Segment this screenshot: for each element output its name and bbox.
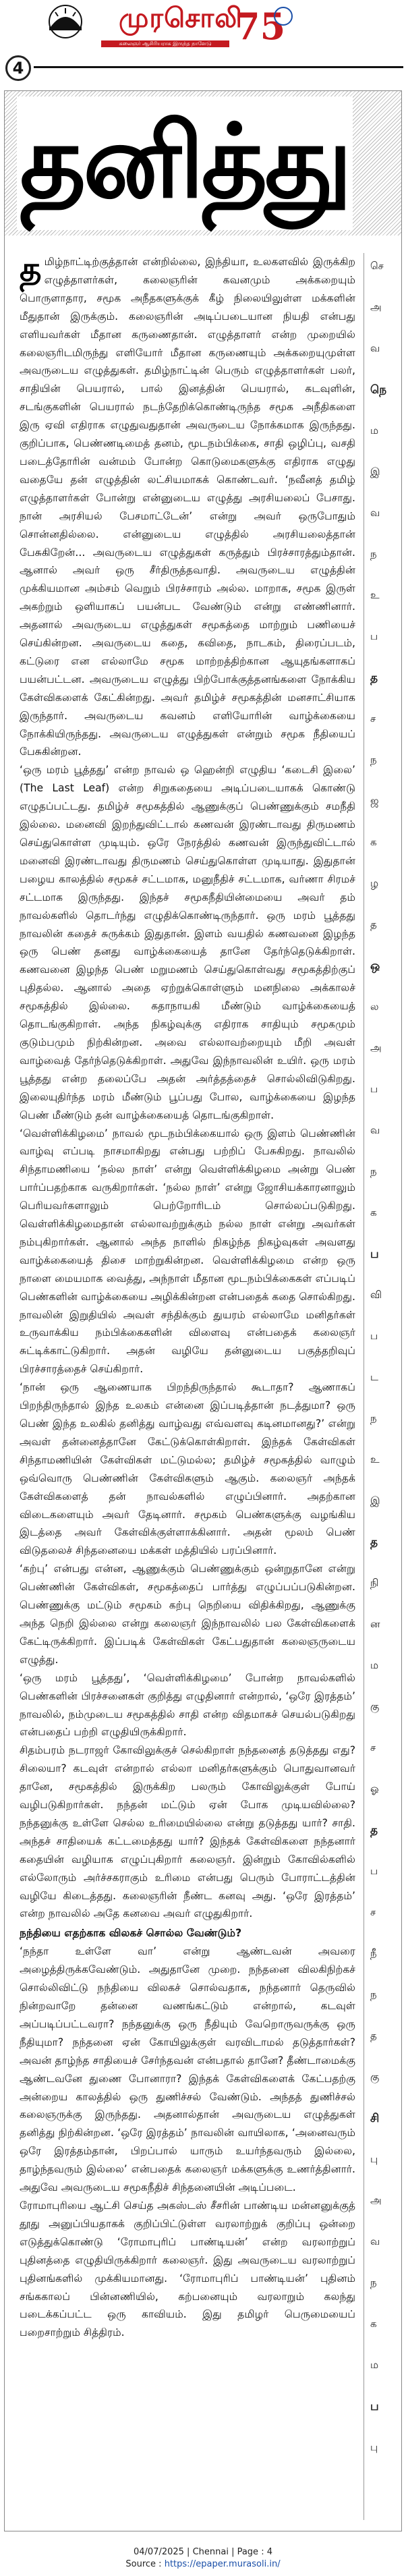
- neighbour-column-glyph: அ: [370, 1042, 382, 1054]
- neighbour-column-glyph: கு: [370, 2071, 380, 2083]
- footer-source-line: [0, 2558, 406, 2571]
- neighbour-column-glyph: வ: [370, 342, 380, 354]
- page-number-badge: 4: [5, 55, 31, 81]
- neighbour-column-glyph: உ: [370, 1453, 380, 1465]
- article-paragraph: [20, 761, 355, 1124]
- anniversary-number: 75: [235, 5, 286, 48]
- neighbour-column-glyph: ந: [370, 2276, 377, 2289]
- neighbour-column-glyph: வ: [370, 2235, 380, 2247]
- neighbour-column-glyph: த: [370, 918, 377, 930]
- article-paragraph: [20, 1378, 355, 1560]
- paragraph-text: சிதம்பரம் நடராஜர் கோவிலுக்குச் செல்கிறாள் நந்தனைத் தடுத்தது எது? சிலையா? கடவுள் என்றால் எல்லா மனிதர்களுக்கும் பொதுவானவர் தானே, சமூகத்தில் இருக்கிற பலரும் கோவிலுக்குள் போய் வழிபடுகிறார்கள். நந்தன் மட்டும் ஏன் போக முடியவில்லை? நந்தனுக்கு உள்ளே செல்ல உரிமையில்லை என்று தடுத்தது யார்? சாதி. அந்தச் சாதியைக் கட்டமைத்தது யார்? இந்தக் கேள்விகளை நந்தனார் கதையின் வழியாக எழுப்புகிறார் கலைஞர். இன்றும் கோவில்களில் எல்லோரும் அர்ச்சகராகும் உரிமை என்பது பெரும் போராட்டத்தின் வழியே கிடைத்தது. கலைஞரின் நீண்ட கனவு அது. ‘ஒரே இரத்தம்’ என்ற நாவலில் அதே கனவை அவர் எழுதுகிறார்.: [20, 1744, 355, 1920]
- neighbour-column-glyph: ஜ: [370, 795, 379, 807]
- neighbour-column-glyph: ந: [370, 1988, 377, 2000]
- neighbour-column-glyph: இ: [370, 466, 380, 478]
- neighbour-column-glyph: வி: [370, 1289, 382, 1301]
- article-title: தனித்து: [20, 103, 350, 221]
- article-paragraph: [20, 253, 355, 761]
- neighbour-column-glyph: த: [370, 2029, 377, 2042]
- rising-sun-emblem-icon: [40, 4, 90, 39]
- neighbour-column-glyph: ந: [370, 754, 377, 766]
- neighbour-column-glyph: த: [370, 1824, 378, 1837]
- neighbour-column-glyph: பு: [370, 2441, 378, 2453]
- masthead: [0, 0, 406, 51]
- neighbour-column-glyph: ப: [370, 1865, 378, 1877]
- neighbour-column-glyph: ட: [370, 1371, 378, 1383]
- neighbour-column-glyph: ஓ: [370, 1783, 379, 1795]
- paragraph-text: ‘வெள்ளிக்கிழமை’ நாவல் மூடநம்பிக்கையால் ஒரு இளம் பெண்ணின் வாழ்வு எப்படி நாசமாகிறது என்பது பற்றிப் பேசுகிறது. நாவலில் சிந்தாமணியை ‘நல்ல நாள்’ என்று வெள்ளிக்கிழமை அன்று பெண் பார்ப்பதற்காக வருகிறார்கள். ‘நல்ல நாள்’ என்று ஜோசியக்காரனாலும் பெரியவர்களாலும் பெற்றோரிடம் சொல்லப்படுகிறது. வெள்ளிக்கிழமைதான் எல்லாவற்றுக்கும் நல்ல நாள் என்று அவர்கள் நம்புகிறார்கள். ஆனால் அந்த நாளில் நிகழ்ந்த நிகழ்வுகள் அவளது வாழ்க்கையைத் திசை மாற்றுகின்றன. வெள்ளிக்கிழமை என்ற ஒரு நாளை மையமாக வைத்து, அந்நாள் மீதான மூடநம்பிக்கைகள் எப்படிப் பெண்களின் வாழ்க்கையை அழிக்கின்றன என்பதைக் கதை சொல்கிறது. நாவலின் இறுதியில் அவள் சந்திக்கும் துயரம் எல்லாமே மனிதர்கள் உருவாக்கிய நம்பிக்கைகளின் விளைவு என்பதைக் கலைஞர் சுட்டிக்காட்டுகிறார். அதன் வழியே தன்னுடைய பகுத்தறிவுப் பிரச்சாரத்தைச் செய்கிறார்.: [20, 1127, 355, 1376]
- paragraph-text: ‘ஒரு மரம் பூத்தது’ என்ற நாவல் ஒ ஹென்றி எழுதிய ‘கடைசி இலை’ (The Last Leaf) என்ற சிறுகதையை அடிப்படையாகக் கொண்டு எழுதப்பட்டது. தமிழ்ச் சமூகத்தில் ஆணுக்குப் பெண்ணுக்கும் சமநீதி இல்லை. மனைவி இறந்துவிட்டால் கணவன் இரண்டாவது திருமணம் செய்துகொள்ள முடியும். ஒரே நேரத்தில் கணவன் இருந்துவிட்டால் மனைவி இரண்டாவது திருமணம் செய்துகொள்ள முடியாது. இதுதான் பழைய காலத்தில் சமூகச் சட்டமாக, மனுநீதிச் சட்டமாக, வர்ணா சிரமச் சட்டமாக இருந்தது. இந்தச் சமூகநீதியின்மையை அவர் தம் நாவல்களில் தொடர்ந்து எழுதிக்கொண்டிருந்தார். ஒரு மரம் பூத்தது நாவலின் கதைச் சுருக்கம் இதுதான். இளம் வயதில் கணவனை இழந்த ஒரு பெண் தனது வாழ்க்கையைத் தானே தேர்ந்தெடுக்கிறாள். கணவனை இழந்த பெண் மறுமணம் செய்துகொள்வது சமூகத்திற்குப் புதிதல்ல. ஆனால் அதை ஏற்றுக்கொள்ளும் மனநிலை அக்காலச் சமூகத்தில் இல்லை. கதாநாயகி மீண்டும் வாழ்க்கையைத் தொடங்குகிறாள். அந்த நிகழ்வுக்கு எதிராக சாதியும் சமூகமும் குடும்பமும் நிற்கின்றன. அவை எல்லாவற்றையும் மீறி அவள் வாழ்வைத் தேர்ந்தெடுக்கிறாள். அதுவே இந்நாவலின் உயிர். ஒரு மரம் பூத்தது என்ற தலைப்பே அதன் அர்த்தத்தைச் சொல்லிவிடுகிறது. இலையுதிர்ந்த மரம் மீண்டும் பூப்பது போல, வாழ்க்கையை இழந்த பெண் மீண்டும் தன் வாழ்க்கையைத் தொடங்குகிறாள்.: [20, 764, 355, 1121]
- paragraph-text: ‘ஒரு மரம் பூத்தது’, ‘வெள்ளிக்கிழமை’ போன்ற நாவல்களில் பெண்களின் பிரச்சனைகள் குறித்து எழுதினார் என்றால், ‘ஒரே இரத்தம்’ நாவலில், நம்முடைய சமூகத்தில் சாதி என்ற விதமாகச் செயல்படுகிறது என்பதைப் பற்றி எழுதியிருக்கிறார்.: [20, 1671, 355, 1739]
- neighbour-column-glyph: நெ: [370, 383, 387, 397]
- paragraph-text: மிழ்நாட்டிற்குத்தான் என்றில்லை, இந்தியா, உலகளவில் இருக்கிற எழுத்தாளர்கள், கலைஞரின் கவனமும் அக்கறையும் பொருளாதார, சமூக அநீதகளுக்குக் கீழ் நிலையிலுள்ள மக்களின் மீதுதான் இருக்கும். கலைஞரின் அடிப்படையான நியதி என்பது எளியவர்கள் மீதான கருணைதான். எழுத்தாளர் என்ற முறையில் கலைஞரிடமிருந்து எளியோர் மீதான கருணையும் அக்கறையுமுள்ள அவருடைய எழுத்துகள். தமிழ்நாட்டின் பெரும் எழுத்தாளர்கள் பலர், சாதியின் பெயரால், பால் இனத்தின் பெயரால், கடவுளின், சடங்குகளின் பெயரால் நடந்தேறிக்கொண்டிருந்த சமூக அநீதிகளை இரு ஏவி எதிராக எழுதுவதுதான் அவருடைய நோக்கமாக இருந்தது. குறிப்பாக, பெண்ணடிமைத் தனம், மூடநம்பிக்கை, சாதி ஒழிப்பு, வசதி படைத்தோரின் வன்மம் போன்ற கொடுமைகளுக்கு எதிராக எழுது வதையே தன் எழுத்தின் லட்சியமாகக் கொண்டவர். ‘நவீனத் தமிழ் எழுத்தாளர்கள் போன்று என்னுடைய எழுத்து அரசியலைப் பேசாது. நான் அரசியல் பேசமாட்டேன்’ என்று அவர் ஒருபோதும் சொன்னதில்லை. என்னுடைய எழுத்தில் அரசியலைத்தான் பேசுகிறேன்... அவருடைய எழுத்துகள் கருத்தும் பிரச்சாரத்தும்தான். ஆனால் அவர் ஒரு சீர்திருத்தவாதி. அவருடைய எழுத்தின் முக்கியமான அம்சம் வெறும் பிரச்சாரம் அல்ல. மாறாக, சமூக இருள் அகற்றும் ஒளியாகப் பயன்பட வேண்டும் என்று எண்ணினார். அதனால் அவருடைய எழுத்துகள் சமூகத்தை மாற்றும் பணியைச் செய்கின்றன. அவருடைய கதை, கவிதை, நாடகம், திரைப்படம், கட்டுரை என எல்லாமே சமூக மாற்றத்திற்கான ஆயுதங்களாகப் பயன்பட்டன. அவருடைய எழுத்து பிற்போக்குத்தனங்களை நோக்கிய கேள்விகளைக் கேட்கின்றது. அவர் தமிழ்ச் சமூகத்தின் மனசாட்சியாக இருந்தார். அவருடைய கவனம் எளியோரின் வாழ்க்கையை நோக்கியிருந்தது. அவருடைய எழுத்துகள் என்றும் சமூக நீதியைப் பேசுகின்றன.: [20, 256, 355, 758]
- article-paragraph: [20, 1942, 355, 2197]
- neighbour-column-glyph: அ: [370, 301, 382, 313]
- neighbour-column-glyph: க: [370, 836, 377, 848]
- page-footer: [0, 2546, 406, 2573]
- neighbour-column-glyph: கு: [370, 1700, 380, 1712]
- article-paragraph: [20, 1669, 355, 1742]
- article-paragraph: [20, 2197, 355, 2342]
- neighbour-column-glyph: ப: [370, 1083, 378, 1095]
- neighbour-column-glyph: க: [370, 2318, 377, 2330]
- top-rule: [34, 66, 403, 68]
- neighbour-column-glyph: ந: [370, 548, 377, 560]
- article-subheading: நந்தியை எதற்காக விலகச் சொல்ல வேண்டும்?: [20, 1927, 242, 1940]
- neighbour-column-glyph: ந: [370, 1165, 377, 1177]
- article-paragraph: [20, 1560, 355, 1669]
- neighbour-column-glyph: த: [370, 671, 378, 685]
- paragraph-text: ‘நந்தா உள்ளே வா’ என்று ஆண்டவன் அவரை அழைத்திருக்கவேண்டும். அதுதானே முறை. நந்தனை விலகிநிற்கச் சொல்லிவிட்டு நந்தியை விலகச் சொல்வதாக, நந்தனார் தெருவில் நின்றவாறே தன்னை வணங்கட்டும் என்றால், கடவுள் அப்படிப்பட்டவரா? நந்தனுக்கு ஒரு நீதியும் வேறொருவருக்கு ஒரு நீதியுமா? நந்தனை ஏன் கோயிலுக்குள் வரவிடாமல் தடுத்தார்கள்? அவன் தாழ்ந்த சாதியைச் சேர்ந்தவன் என்பதால் தானே? தீண்டாமைக்கு ஆண்டவனே துணை போனாரா? இந்தக் கேள்விகளைக் கேட்பதற்கு அன்றைய காலத்தில் ஒரு துணிச்சல் வேண்டும். அந்தத் துணிச்சல் கலைஞருக்கு இருந்தது. அதனால்தான் அவருடைய எழுத்துகள் தனித்து நிற்கின்றன. ‘ஒரே இரத்தம்’ நாவலின் வாயிலாக, ‘அனைவரும் ஒரே இரத்தம்தான், பிறப்பால் யாரும் உயர்ந்தவரும் இல்லை, தாழ்ந்தவரும் இல்லை’ என்பதைக் கலைஞர் மக்களுக்கு உணர்த்தினார். அதுவே அவருடைய சமூகநீதிச் சிந்தனையின் அடிப்படை.: [20, 1945, 355, 2194]
- neighbour-column-glyph: உ: [370, 589, 380, 601]
- neighbour-column-glyph: ப: [370, 1330, 378, 1342]
- neighbour-column-glyph: ம: [370, 1659, 379, 1671]
- footer-source-link[interactable]: https://epaper.murasoli.in/: [164, 2559, 281, 2569]
- neighbour-column-glyph: ம: [370, 424, 379, 437]
- masthead-logo: முரசொலி: [119, 3, 243, 34]
- drop-cap: த: [20, 253, 42, 289]
- article-paragraph: [20, 1741, 355, 1923]
- neighbour-column-glyph: ப: [370, 2400, 379, 2413]
- neighbour-column-glyph: வ: [370, 1124, 380, 1136]
- neighbour-column-glyph: ச: [370, 1741, 376, 1754]
- neighbour-column-glyph: ழ: [370, 877, 379, 889]
- neighbour-column-glyph: நி: [370, 1577, 379, 1589]
- neighbour-column-glyph: ச: [370, 712, 376, 725]
- footer-source-label: Source :: [125, 2559, 162, 2569]
- article-body: [20, 253, 355, 2527]
- neighbour-column-glyph: ல: [370, 1001, 379, 1013]
- neighbour-column-glyph: பு: [370, 2153, 378, 2165]
- footer-date-line: 04/07/2025 | Chennai | Page : 4: [134, 2547, 272, 2557]
- anniversary-75-badge: [231, 1, 298, 49]
- neighbour-column-glyph: வ: [370, 507, 380, 519]
- neighbour-column-glyph: க: [370, 1206, 377, 1219]
- title-zone: [5, 91, 402, 235]
- neighbour-column-glyph: செ: [370, 260, 384, 272]
- article: [4, 90, 402, 2531]
- article-paragraph: [20, 1125, 355, 1379]
- neighbour-column-glyph: ந: [370, 1412, 377, 1424]
- neighbour-column-glyph: சி: [370, 2112, 380, 2125]
- neighbour-column-glyph: இ: [370, 1494, 380, 1507]
- paragraph-text: ‘நான் ஒரு ஆணையாக பிறந்திருந்தால் கூடாதா? ஆணாகப் பிறந்திருந்தால் இந்த உலகம் என்னை இப்படித்தான் நடத்துமா? ஒரு பெண் இந்த உலகில் தனித்து வாழ்வது எவ்வளவு கடினமானது?’ என்று அவள் தன்னைத்தானே கேட்டுக்கொள்கிறாள். இந்தக் கேள்விகள் சிந்தாமணியின் கேள்விகள் மட்டுமல்ல; தமிழ்ச் சமூகத்தில் வாழும் ஒவ்வொரு பெண்ணின் கேள்விகளும் ஆகும். கலைஞர் அந்தக் கேள்விகளைத் தன் நாவல்களில் எழுப்பினார். அதற்கான விடைகளையும் அவர் தேடினார். சமூகம் பெண்களுக்கு வழங்கிய இடத்தை அவர் கேள்விக்குள்ளாக்கினார். அதன் மூலம் பெண் விடுதலைச் சிந்தனையை மக்கள் மத்தியில் பரப்பினார்.: [20, 1381, 355, 1557]
- neighbour-column-glyph: ப: [370, 1248, 379, 1261]
- neighbour-column-glyph: ஒ: [370, 959, 380, 973]
- neighbour-column-glyph: த: [370, 1536, 378, 1549]
- paragraph-text: ‘கற்பு’ என்பது என்ன, ஆணுக்கும் பெண்ணுக்கும் ஒன்றுதானே என்று பெண்ணின் கேள்விகள், சமூகத்தைப் பார்த்து எழுப்பப்படுகின்றன. பெண்ணுக்கு மட்டும் சமூகம் கற்பு நெறியை விதிக்கிறது, ஆணுக்கு அந்த நெறி இல்லை என்று கலைஞர் இந்நாவலில் பல கேள்விகளைக் கேட்டிருக்கிறார். இப்படிக் கேள்விகள் கேட்பதுதான் கலைஞருடைய எழுத்து.: [20, 1563, 355, 1666]
- neighbour-column-glyph: ம: [370, 2359, 379, 2371]
- neighbour-column-glyph: ச: [370, 1906, 376, 1918]
- neighbour-column-glyph: அ: [370, 2194, 382, 2206]
- neighbour-column-glyph: நீ: [370, 1947, 377, 1959]
- paragraph-text: ரோமாபுரியை ஆட்சி செய்த அகஸ்டஸ் சீசரின் பாண்டிய மன்னனுக்குத் தூது அனுப்பியதாகக் குறிப்பிட்டுள்ள வரலாற்றுக் குறிப்பு ஒன்றை எடுத்துக்கொண்டு ‘ரோமாபுரிப் பாண்டியன்’ என்ற வரலாற்றுப் புதினத்தை எழுதியிருக்கிறார் கலைஞர். இது அவருடைய வரலாற்றுப் புதினங்களில் முக்கியமானது. ‘ரோமாபுரிப் பாண்டியன்’ புதினம் சங்ககாலப் பின்னணியில், கற்பனையும் வரலாறும் கலந்து படைக்கப்பட்ட ஒரு காவியம். இது தமிழர் பெருமையைப் பறைசாற்றும் சித்திரம்.: [20, 2199, 355, 2339]
- neighbour-column-glyph: ன: [370, 1618, 380, 1630]
- neighbour-column-glyph: ப: [370, 630, 378, 642]
- masthead-tagline: கலைஞர் ஆசிரியராக இருந்த நாளேடு: [101, 40, 229, 47]
